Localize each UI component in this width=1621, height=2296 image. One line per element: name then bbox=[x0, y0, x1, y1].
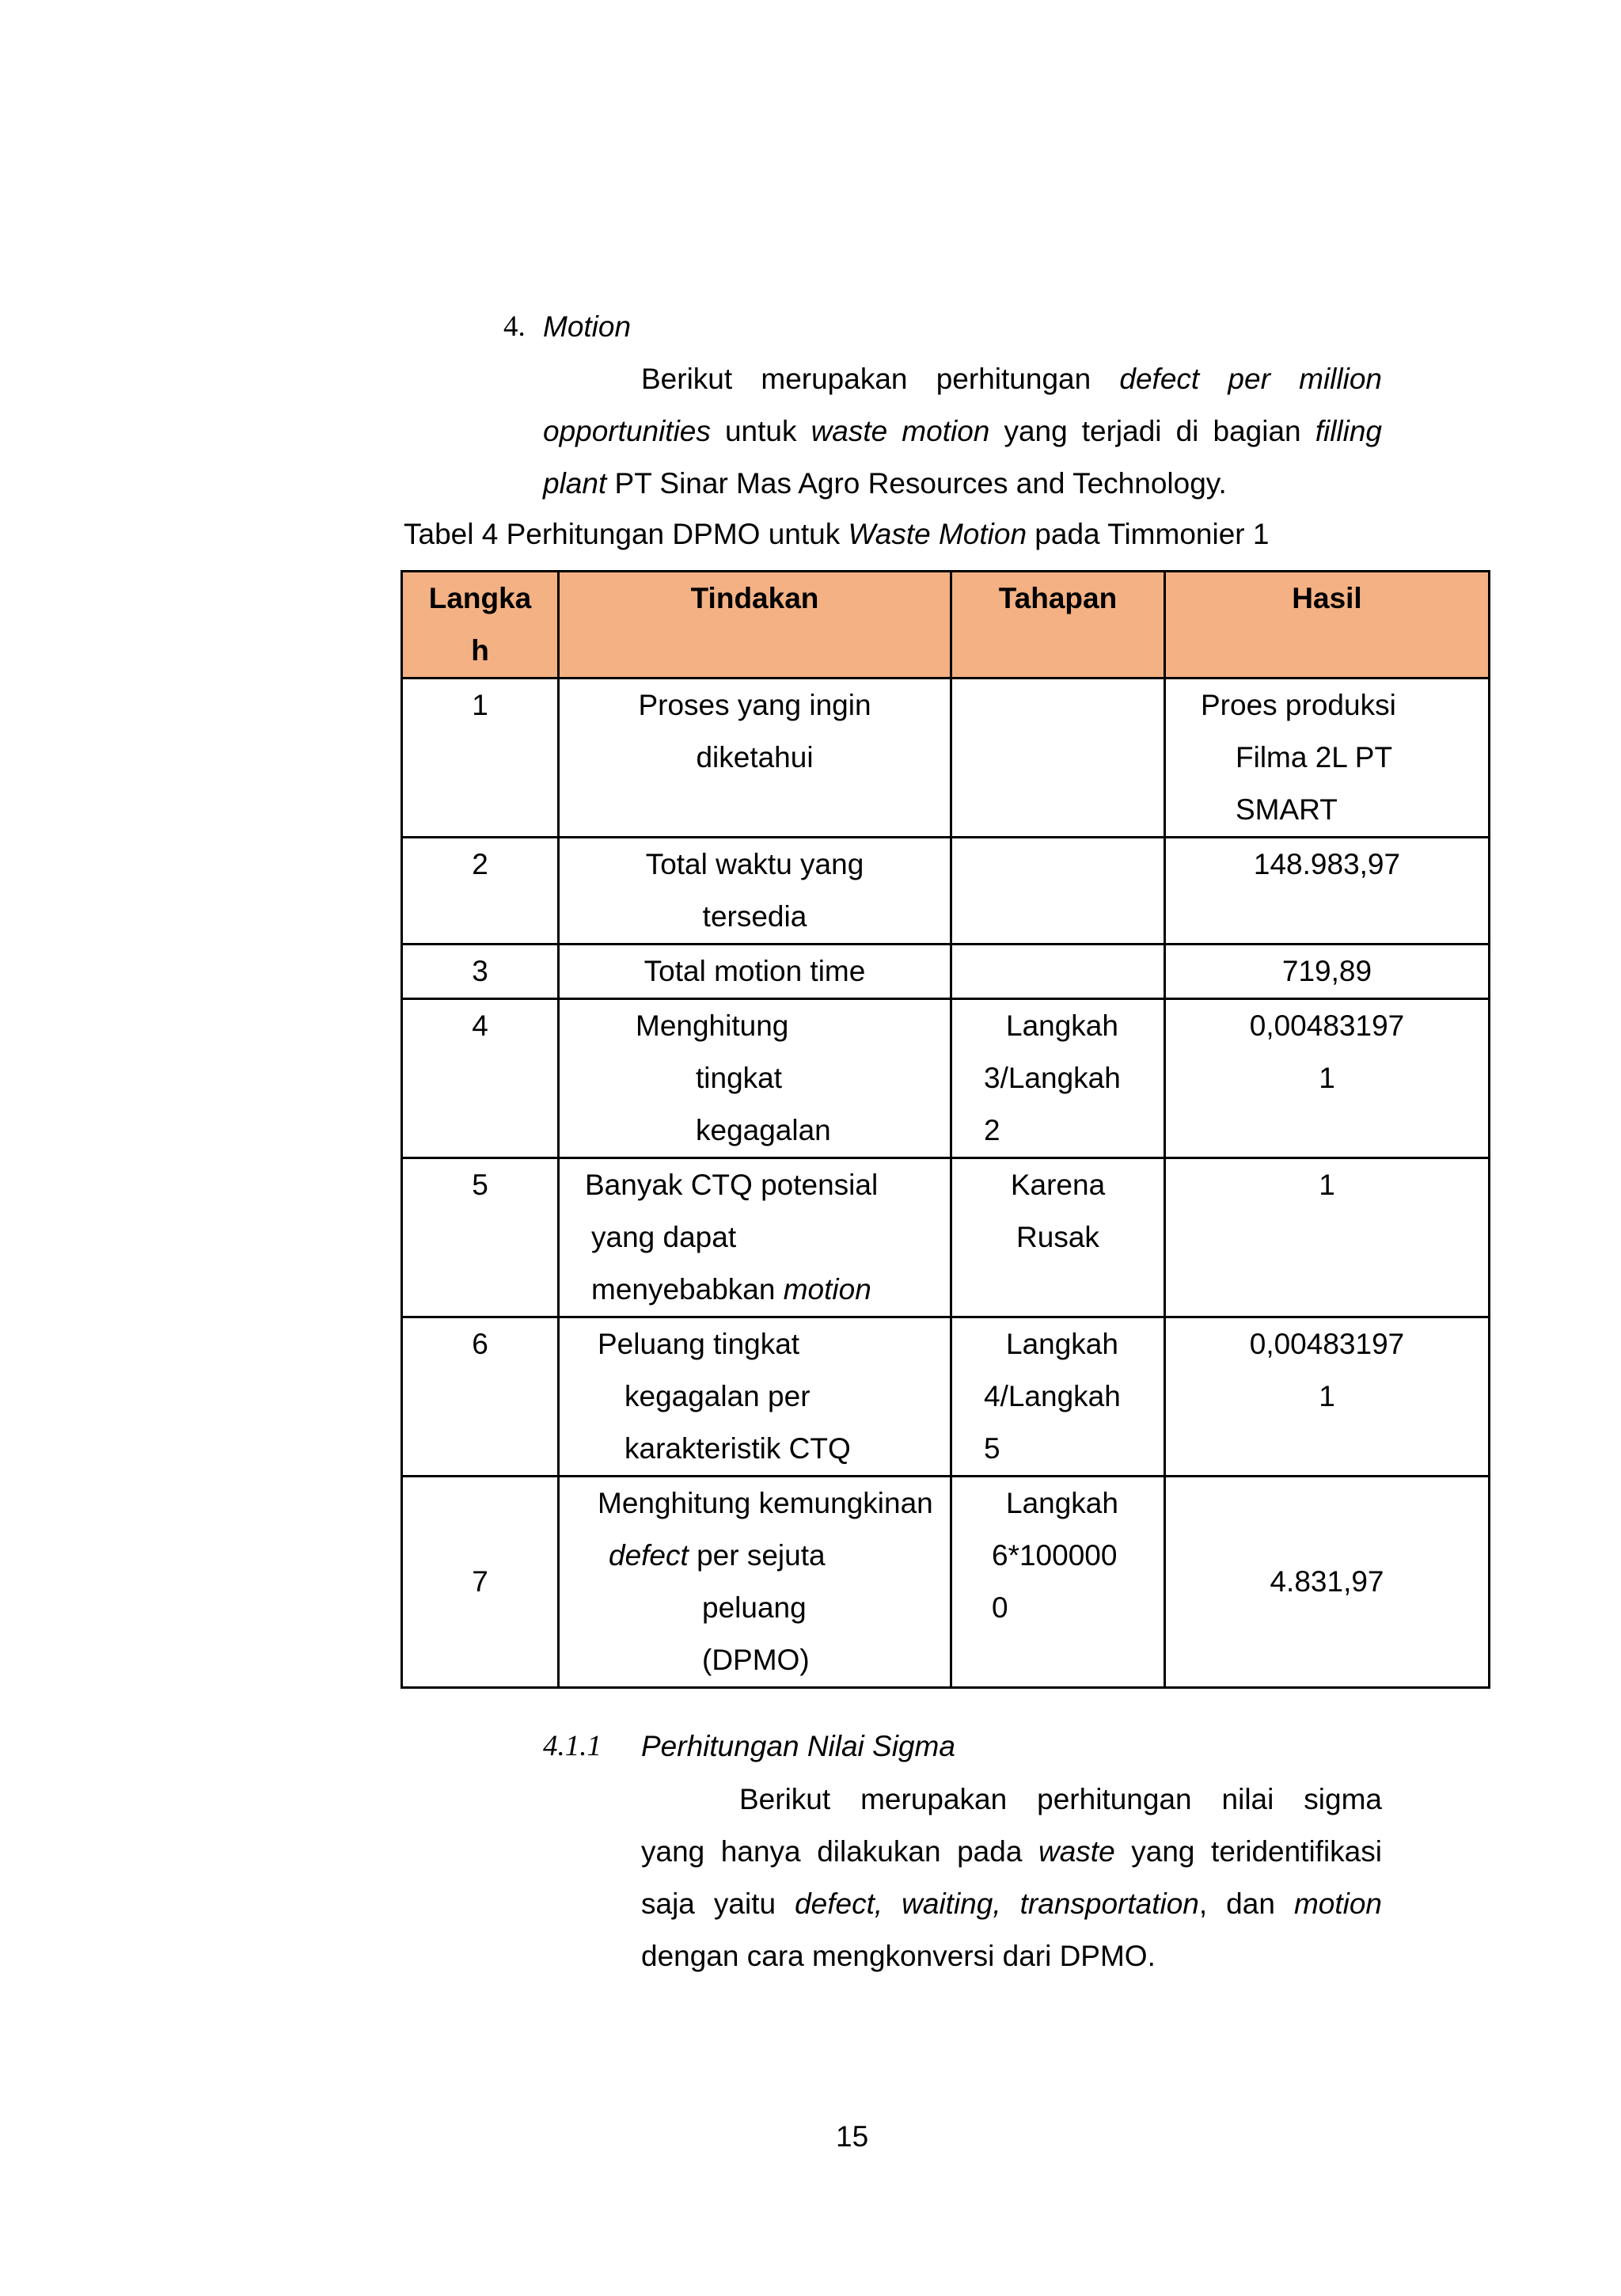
table-caption: Tabel 4 Perhitungan DPMO untuk Waste Motion pada Timmonier 1 bbox=[404, 518, 1270, 550]
paragraph-line: opportunities untuk waste motion yang terjadi di bagian filling bbox=[543, 415, 1383, 447]
cell-no: 2 bbox=[402, 838, 559, 945]
dpmo-table bbox=[401, 570, 1490, 1689]
cell-tindakan: Menghitung tingkat kegagalan bbox=[559, 999, 951, 1158]
cell-hasil: 1 bbox=[1165, 1158, 1490, 1317]
cell-no: 3 bbox=[402, 945, 559, 999]
header-tahapan: Tahapan bbox=[951, 572, 1165, 679]
cell-tindakan: Menghitung kemungkinan defect per sejuta peluang (DPMO) bbox=[559, 1477, 951, 1688]
cell-tahapan: Karena Rusak bbox=[951, 1158, 1165, 1317]
cell-tindakan: Total waktu yang tersedia bbox=[559, 838, 951, 945]
paragraph-line: dengan cara mengkonversi dari DPMO. bbox=[641, 1940, 1156, 1972]
paragraph-line: Berikut merupakan perhitungan nilai sigma bbox=[739, 1783, 1382, 1815]
cell-hasil: 0,00483197 1 bbox=[1165, 999, 1490, 1158]
cell-no: 5 bbox=[402, 1158, 559, 1317]
paragraph-line: yang hanya dilakukan pada waste yang teridentifikasi bbox=[641, 1835, 1382, 1868]
cell-tindakan: Peluang tingkat kegagalan per karakteristik CTQ bbox=[559, 1317, 951, 1477]
section-title: Motion bbox=[543, 310, 632, 343]
cell-no: 6 bbox=[402, 1317, 559, 1477]
section-number: 4. bbox=[503, 310, 526, 343]
cell-hasil: 148.983,97 bbox=[1165, 838, 1490, 945]
paragraph-line: plant PT Sinar Mas Agro Resources and Technology. bbox=[543, 467, 1227, 500]
cell-tahapan: Langkah 3/Langkah 2 bbox=[951, 999, 1165, 1158]
cell-hasil: 0,00483197 1 bbox=[1165, 1317, 1490, 1477]
cell-no: 7 bbox=[402, 1477, 559, 1688]
subsection-number: 4.1.1 bbox=[543, 1730, 602, 1762]
page-number: 15 bbox=[836, 2120, 869, 2153]
cell-tahapan bbox=[951, 838, 1165, 945]
table-row bbox=[402, 1317, 1490, 1477]
cell-tahapan: Langkah 4/Langkah 5 bbox=[951, 1317, 1165, 1477]
table-header-row bbox=[402, 572, 1490, 679]
header-tindakan: Tindakan bbox=[559, 572, 951, 679]
table-row bbox=[402, 1477, 1490, 1688]
paragraph-line: saja yaitu defect, waiting, transportation, dan motion bbox=[641, 1887, 1382, 1920]
table-row bbox=[402, 679, 1490, 838]
cell-hasil: 719,89 bbox=[1165, 945, 1490, 999]
table-row bbox=[402, 999, 1490, 1158]
cell-tindakan: Total motion time bbox=[559, 945, 951, 999]
cell-hasil: Proes produksi Filma 2L PT SMART bbox=[1165, 679, 1490, 838]
cell-tahapan bbox=[951, 945, 1165, 999]
header-hasil: Hasil bbox=[1165, 572, 1490, 679]
header-langkah: Langka h bbox=[402, 572, 559, 679]
table-row bbox=[402, 838, 1490, 945]
cell-no: 4 bbox=[402, 999, 559, 1158]
cell-hasil: 4.831,97 bbox=[1165, 1477, 1490, 1688]
cell-tindakan: Proses yang ingin diketahui bbox=[559, 679, 951, 838]
cell-tahapan: Langkah 6*100000 0 bbox=[951, 1477, 1165, 1688]
table-row bbox=[402, 1158, 1490, 1317]
cell-no: 1 bbox=[402, 679, 559, 838]
paragraph-line: Berikut merupakan perhitungan defect per million bbox=[641, 363, 1382, 395]
subsection-title: Perhitungan Nilai Sigma bbox=[641, 1730, 955, 1762]
cell-tahapan bbox=[951, 679, 1165, 838]
cell-tindakan: Banyak CTQ potensial yang dapat menyebabkan motion bbox=[559, 1158, 951, 1317]
table-row bbox=[402, 945, 1490, 999]
